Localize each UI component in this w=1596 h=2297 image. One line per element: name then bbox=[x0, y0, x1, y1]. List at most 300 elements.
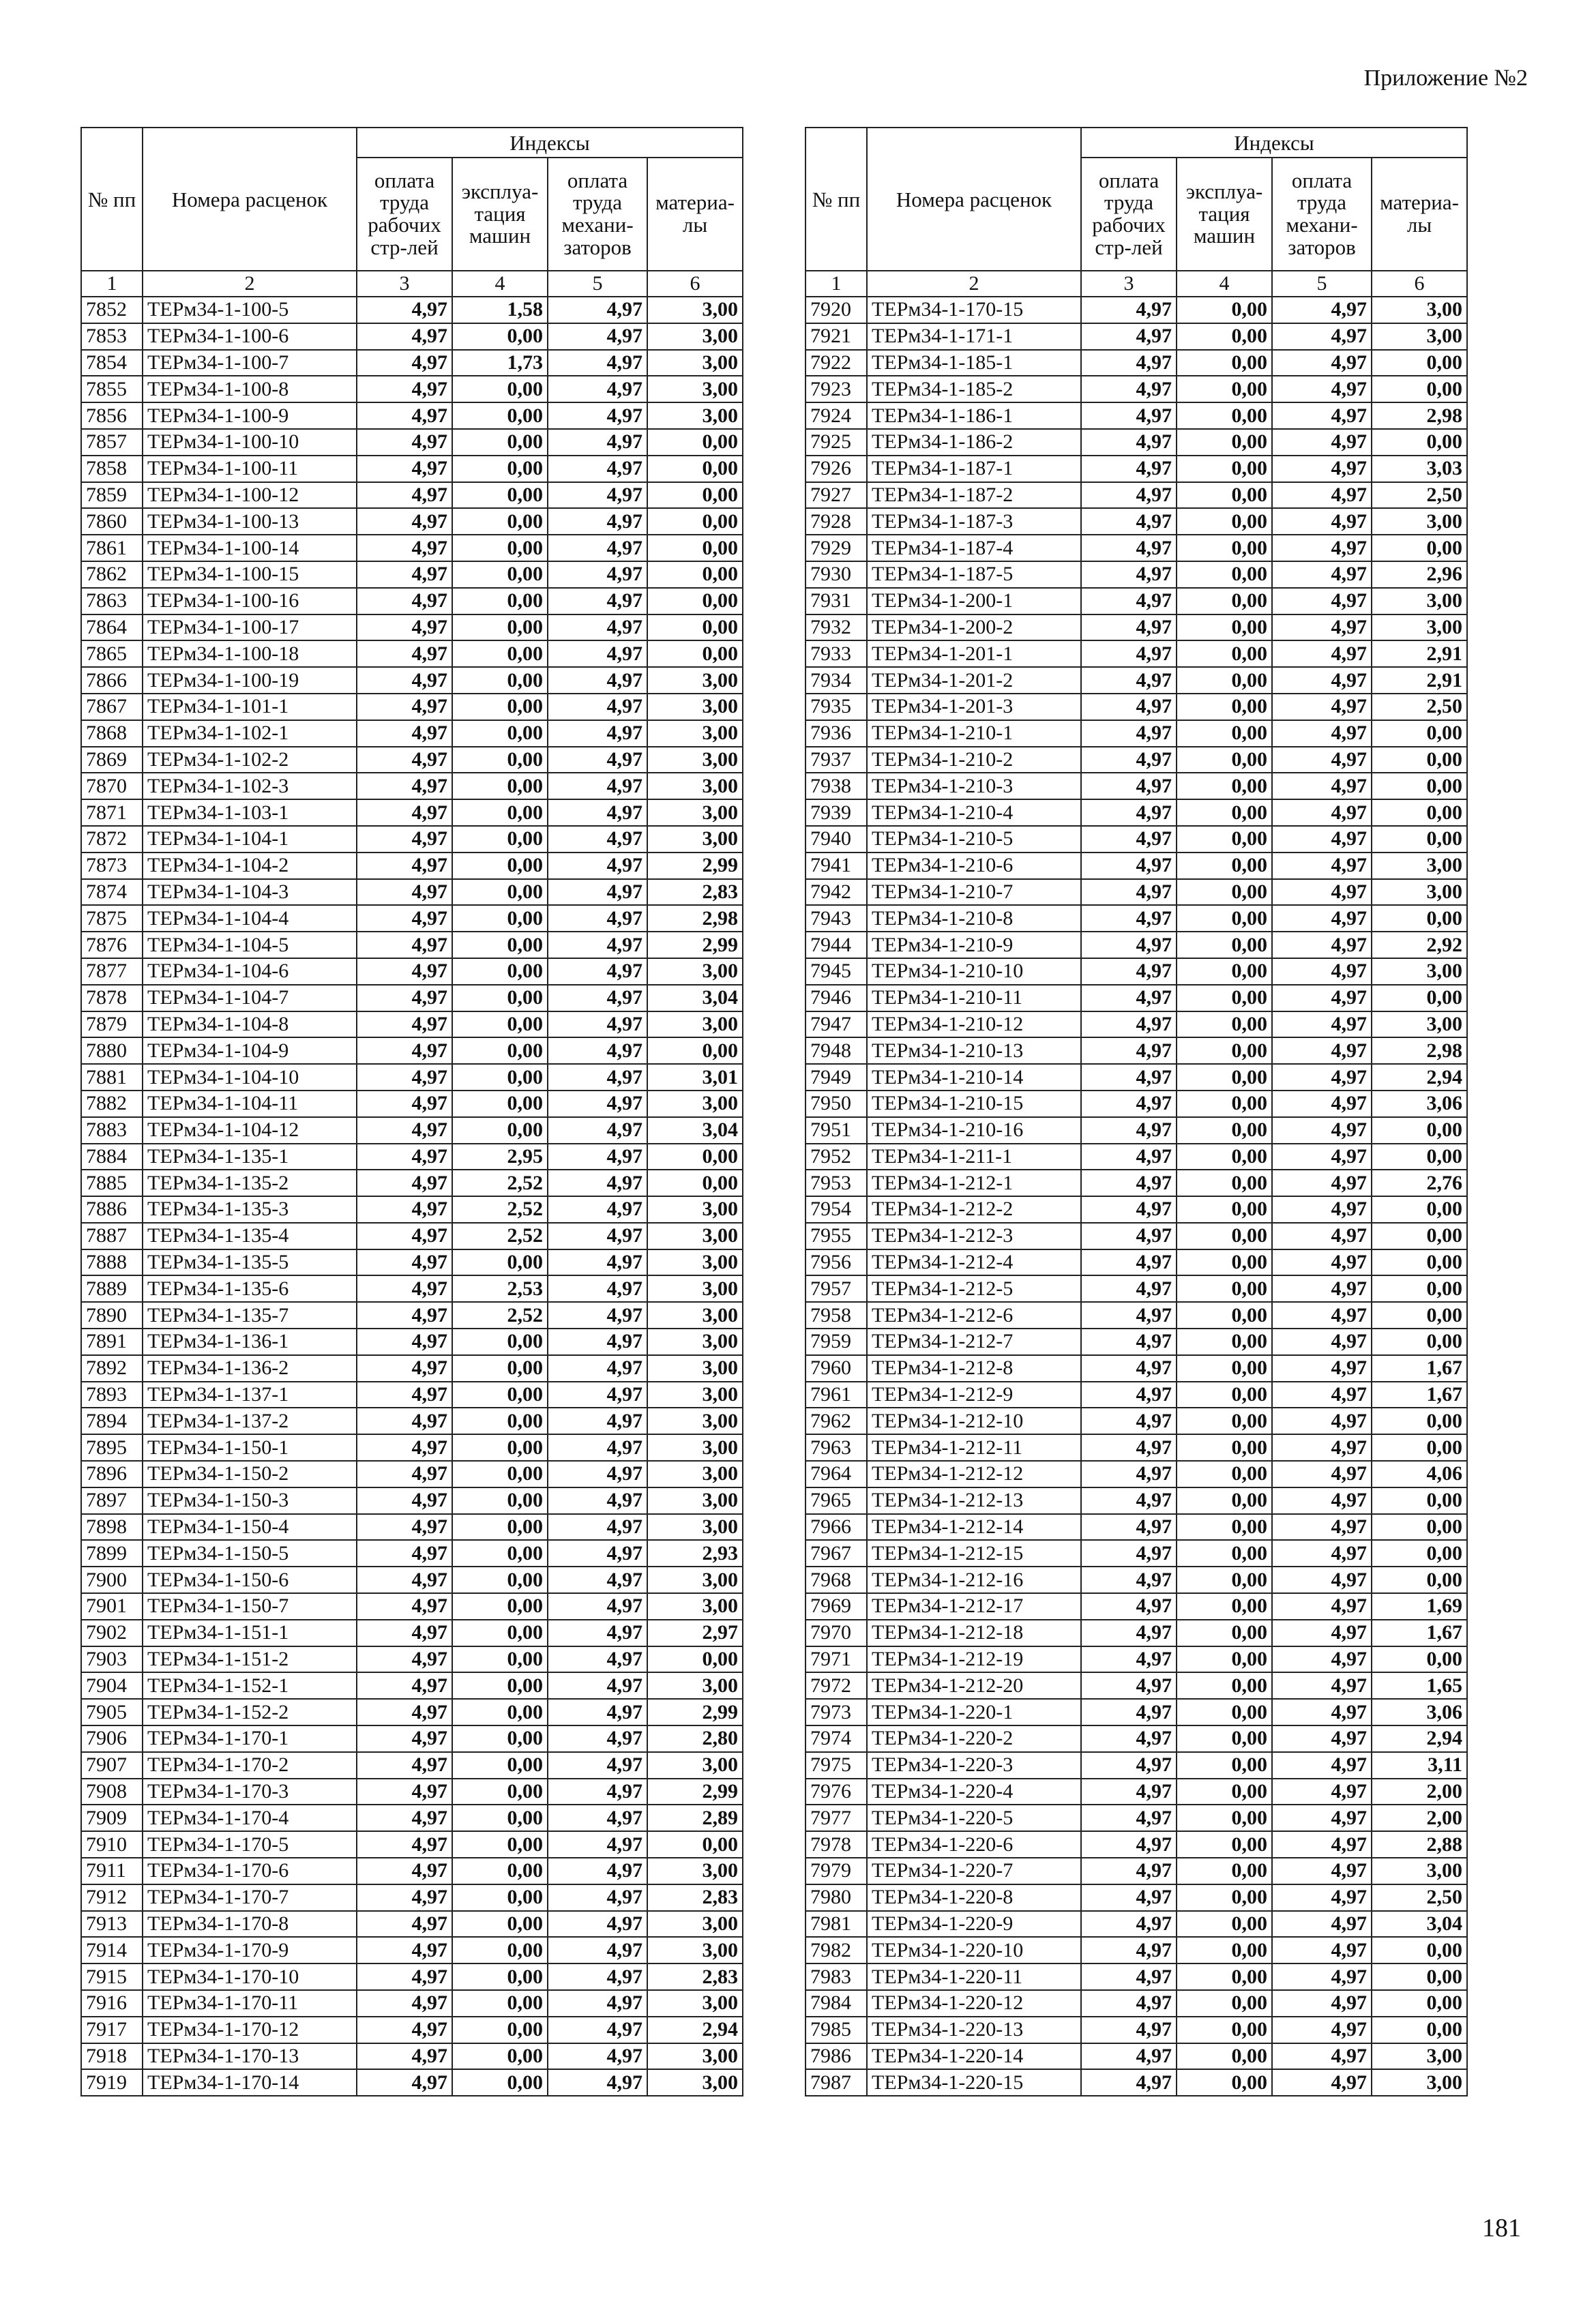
machine-operation-index: 0,00 bbox=[452, 482, 548, 509]
worker-wages-index: 4,97 bbox=[357, 1779, 452, 1805]
materials-index: 3,00 bbox=[1372, 297, 1467, 323]
worker-wages-index: 4,97 bbox=[357, 2017, 452, 2043]
materials-index: 3,00 bbox=[647, 1196, 743, 1223]
worker-wages-index: 4,97 bbox=[357, 1091, 452, 1117]
worker-wages-index: 4,97 bbox=[1081, 1144, 1177, 1170]
operator-wages-index: 4,97 bbox=[1272, 1593, 1372, 1620]
machine-operation-index: 0,00 bbox=[452, 588, 548, 614]
materials-index: 2,97 bbox=[647, 1620, 743, 1646]
operator-wages-index: 4,97 bbox=[548, 1302, 647, 1329]
table-row bbox=[806, 1963, 1467, 1990]
rate-code: ТЕРм34-1-210-5 bbox=[867, 826, 1081, 853]
rate-code: ТЕРм34-1-220-14 bbox=[867, 2043, 1081, 2070]
machine-operation-index: 0,00 bbox=[1177, 1302, 1272, 1329]
table-row bbox=[806, 1196, 1467, 1223]
materials-index: 3,00 bbox=[647, 297, 743, 323]
materials-index: 0,00 bbox=[647, 614, 743, 641]
table-row bbox=[806, 1858, 1467, 1884]
row-number: 7912 bbox=[81, 1884, 143, 1911]
table-row bbox=[81, 1302, 743, 1329]
row-number: 7978 bbox=[806, 1831, 867, 1858]
row-number: 7901 bbox=[81, 1593, 143, 1620]
operator-wages-index: 4,97 bbox=[1272, 826, 1372, 853]
machine-operation-index: 0,00 bbox=[452, 1064, 548, 1091]
worker-wages-index: 4,97 bbox=[357, 1249, 452, 1276]
machine-operation-index: 0,00 bbox=[452, 1593, 548, 1620]
machine-operation-index: 0,00 bbox=[1177, 1620, 1272, 1646]
rate-code: ТЕРм34-1-212-4 bbox=[867, 1249, 1081, 1276]
operator-wages-index: 4,97 bbox=[548, 1091, 647, 1117]
table-row bbox=[81, 1461, 743, 1487]
table-row bbox=[81, 376, 743, 402]
row-number: 7965 bbox=[806, 1487, 867, 1514]
rate-code: ТЕРм34-1-220-12 bbox=[867, 1990, 1081, 2017]
row-number: 7974 bbox=[806, 1725, 867, 1752]
header-code: Номера расценок bbox=[143, 128, 357, 271]
worker-wages-index: 4,97 bbox=[1081, 297, 1177, 323]
operator-wages-index: 4,97 bbox=[1272, 1911, 1372, 1938]
table-row bbox=[81, 561, 743, 588]
operator-wages-index: 4,97 bbox=[548, 350, 647, 376]
materials-index: 2,50 bbox=[1372, 694, 1467, 720]
operator-wages-index: 4,97 bbox=[1272, 1011, 1372, 1038]
machine-operation-index: 0,00 bbox=[1177, 1911, 1272, 1938]
table-row bbox=[81, 1275, 743, 1302]
machine-operation-index: 0,00 bbox=[1177, 1699, 1272, 1725]
table-row bbox=[81, 1646, 743, 1673]
worker-wages-index: 4,97 bbox=[357, 853, 452, 879]
materials-index: 3,06 bbox=[1372, 1699, 1467, 1725]
table-row bbox=[806, 1752, 1467, 1779]
materials-index: 3,00 bbox=[647, 402, 743, 429]
table-row bbox=[81, 1937, 743, 1963]
table-row bbox=[81, 720, 743, 747]
rate-code: ТЕРм34-1-135-5 bbox=[143, 1249, 357, 1276]
operator-wages-index: 4,97 bbox=[548, 508, 647, 535]
worker-wages-index: 4,97 bbox=[1081, 1223, 1177, 1249]
operator-wages-index: 4,97 bbox=[548, 1884, 647, 1911]
rate-code: ТЕРм34-1-201-3 bbox=[867, 694, 1081, 720]
row-number: 7955 bbox=[806, 1223, 867, 1249]
operator-wages-index: 4,97 bbox=[1272, 1091, 1372, 1117]
row-number: 7915 bbox=[81, 1963, 143, 1990]
table-row bbox=[806, 932, 1467, 958]
rate-code: ТЕРм34-1-136-2 bbox=[143, 1355, 357, 1382]
worker-wages-index: 4,97 bbox=[357, 1911, 452, 1938]
row-number: 7947 bbox=[806, 1011, 867, 1038]
operator-wages-index: 4,97 bbox=[548, 1831, 647, 1858]
worker-wages-index: 4,97 bbox=[357, 350, 452, 376]
rate-code: ТЕРм34-1-212-20 bbox=[867, 1672, 1081, 1699]
worker-wages-index: 4,97 bbox=[1081, 985, 1177, 1011]
materials-index: 3,00 bbox=[1372, 1011, 1467, 1038]
row-number: 7983 bbox=[806, 1963, 867, 1990]
operator-wages-index: 4,97 bbox=[1272, 1514, 1372, 1541]
worker-wages-index: 4,97 bbox=[1081, 1275, 1177, 1302]
machine-operation-index: 0,00 bbox=[1177, 1434, 1272, 1461]
worker-wages-index: 4,97 bbox=[357, 1937, 452, 1963]
table-row bbox=[81, 747, 743, 773]
machine-operation-index: 0,00 bbox=[452, 1831, 548, 1858]
rate-code: ТЕРм34-1-210-7 bbox=[867, 879, 1081, 906]
worker-wages-index: 4,97 bbox=[1081, 1514, 1177, 1541]
materials-index: 3,00 bbox=[647, 1858, 743, 1884]
table-row bbox=[806, 879, 1467, 906]
machine-operation-index: 0,00 bbox=[1177, 1567, 1272, 1593]
machine-operation-index: 0,00 bbox=[452, 720, 548, 747]
rate-code: ТЕРм34-1-186-1 bbox=[867, 402, 1081, 429]
table-row bbox=[806, 2043, 1467, 2070]
materials-index: 0,00 bbox=[647, 588, 743, 614]
row-number: 7939 bbox=[806, 799, 867, 826]
machine-operation-index: 0,00 bbox=[452, 826, 548, 853]
rate-code: ТЕРм34-1-135-2 bbox=[143, 1170, 357, 1196]
rate-code: ТЕРм34-1-212-17 bbox=[867, 1593, 1081, 1620]
rate-code: ТЕРм34-1-137-1 bbox=[143, 1382, 357, 1408]
rate-code: ТЕРм34-1-170-7 bbox=[143, 1884, 357, 1911]
machine-operation-index: 0,00 bbox=[1177, 1831, 1272, 1858]
machine-operation-index: 0,00 bbox=[452, 2017, 548, 2043]
machine-operation-index: 0,00 bbox=[1177, 1408, 1272, 1434]
table-row bbox=[81, 1963, 743, 1990]
machine-operation-index: 0,00 bbox=[1177, 1646, 1272, 1673]
operator-wages-index: 4,97 bbox=[548, 958, 647, 985]
table-row bbox=[806, 429, 1467, 456]
operator-wages-index: 4,97 bbox=[1272, 350, 1372, 376]
rate-code: ТЕРм34-1-150-1 bbox=[143, 1434, 357, 1461]
machine-operation-index: 0,00 bbox=[1177, 905, 1272, 932]
operator-wages-index: 4,97 bbox=[1272, 747, 1372, 773]
worker-wages-index: 4,97 bbox=[357, 1117, 452, 1144]
table-row bbox=[81, 1329, 743, 1355]
rate-code: ТЕРм34-1-185-2 bbox=[867, 376, 1081, 402]
worker-wages-index: 4,97 bbox=[357, 1620, 452, 1646]
machine-operation-index: 0,00 bbox=[452, 1805, 548, 1831]
machine-operation-index: 0,00 bbox=[1177, 1514, 1272, 1541]
worker-wages-index: 4,97 bbox=[357, 508, 452, 535]
table-row bbox=[806, 1540, 1467, 1567]
table-row bbox=[806, 1355, 1467, 1382]
operator-wages-index: 4,97 bbox=[1272, 958, 1372, 985]
machine-operation-index: 0,00 bbox=[1177, 2017, 1272, 2043]
table-row bbox=[81, 1990, 743, 2017]
materials-index: 0,00 bbox=[1372, 905, 1467, 932]
materials-index: 0,00 bbox=[1372, 1540, 1467, 1567]
machine-operation-index: 0,00 bbox=[452, 1382, 548, 1408]
rate-code: ТЕРм34-1-210-8 bbox=[867, 905, 1081, 932]
machine-operation-index: 0,00 bbox=[452, 694, 548, 720]
table-row bbox=[81, 1884, 743, 1911]
machine-operation-index: 0,00 bbox=[1177, 1672, 1272, 1699]
worker-wages-index: 4,97 bbox=[357, 1037, 452, 1064]
worker-wages-index: 4,97 bbox=[357, 640, 452, 667]
row-number: 7985 bbox=[806, 2017, 867, 2043]
row-number: 7918 bbox=[81, 2043, 143, 2070]
machine-operation-index: 0,00 bbox=[1177, 985, 1272, 1011]
row-number: 7913 bbox=[81, 1911, 143, 1938]
table-row bbox=[806, 720, 1467, 747]
row-number: 7976 bbox=[806, 1779, 867, 1805]
machine-operation-index: 0,00 bbox=[1177, 350, 1272, 376]
operator-wages-index: 4,97 bbox=[1272, 402, 1372, 429]
worker-wages-index: 4,97 bbox=[357, 1672, 452, 1699]
materials-index: 3,00 bbox=[647, 323, 743, 350]
worker-wages-index: 4,97 bbox=[357, 1487, 452, 1514]
rate-code: ТЕРм34-1-100-8 bbox=[143, 376, 357, 402]
materials-index: 3,00 bbox=[1372, 879, 1467, 906]
machine-operation-index: 0,00 bbox=[452, 2069, 548, 2096]
table-row bbox=[81, 350, 743, 376]
machine-operation-index: 0,00 bbox=[1177, 323, 1272, 350]
table-row bbox=[806, 958, 1467, 985]
rate-code: ТЕРм34-1-200-2 bbox=[867, 614, 1081, 641]
header-operator-wages: оплата труда механи-заторов bbox=[548, 158, 647, 271]
worker-wages-index: 4,97 bbox=[1081, 799, 1177, 826]
row-number: 7966 bbox=[806, 1514, 867, 1541]
rate-code: ТЕРм34-1-135-1 bbox=[143, 1144, 357, 1170]
table-row bbox=[806, 1779, 1467, 1805]
rate-code: ТЕРм34-1-220-3 bbox=[867, 1752, 1081, 1779]
operator-wages-index: 4,97 bbox=[1272, 1434, 1372, 1461]
rate-code: ТЕРм34-1-170-2 bbox=[143, 1752, 357, 1779]
table-row bbox=[81, 1144, 743, 1170]
worker-wages-index: 4,97 bbox=[1081, 376, 1177, 402]
table-row bbox=[806, 1249, 1467, 1276]
operator-wages-index: 4,97 bbox=[1272, 1672, 1372, 1699]
operator-wages-index: 4,97 bbox=[1272, 985, 1372, 1011]
rate-code: ТЕРм34-1-170-1 bbox=[143, 1725, 357, 1752]
row-number: 7900 bbox=[81, 1567, 143, 1593]
table-row bbox=[806, 905, 1467, 932]
materials-index: 3,00 bbox=[647, 1329, 743, 1355]
materials-index: 0,00 bbox=[1372, 1646, 1467, 1673]
row-number: 7954 bbox=[806, 1196, 867, 1223]
row-number: 7969 bbox=[806, 1593, 867, 1620]
table-row bbox=[81, 1064, 743, 1091]
table-row bbox=[806, 376, 1467, 402]
operator-wages-index: 4,97 bbox=[548, 1144, 647, 1170]
rate-code: ТЕРм34-1-220-5 bbox=[867, 1805, 1081, 1831]
materials-index: 0,00 bbox=[1372, 985, 1467, 1011]
rate-code: ТЕРм34-1-151-1 bbox=[143, 1620, 357, 1646]
table-row bbox=[806, 1329, 1467, 1355]
worker-wages-index: 4,97 bbox=[357, 1540, 452, 1567]
table-row bbox=[81, 1911, 743, 1938]
row-number: 7898 bbox=[81, 1514, 143, 1541]
operator-wages-index: 4,97 bbox=[548, 1699, 647, 1725]
row-number: 7882 bbox=[81, 1091, 143, 1117]
rate-code: ТЕРм34-1-212-15 bbox=[867, 1540, 1081, 1567]
worker-wages-index: 4,97 bbox=[1081, 1672, 1177, 1699]
row-number: 7922 bbox=[806, 350, 867, 376]
operator-wages-index: 4,97 bbox=[548, 402, 647, 429]
materials-index: 2,96 bbox=[1372, 561, 1467, 588]
table-row bbox=[806, 1064, 1467, 1091]
table-row bbox=[81, 1672, 743, 1699]
operator-wages-index: 4,97 bbox=[548, 667, 647, 694]
operator-wages-index: 4,97 bbox=[1272, 1275, 1372, 1302]
table-row bbox=[806, 1725, 1467, 1752]
worker-wages-index: 4,97 bbox=[1081, 1593, 1177, 1620]
materials-index: 0,00 bbox=[1372, 350, 1467, 376]
materials-index: 3,00 bbox=[647, 1434, 743, 1461]
worker-wages-index: 4,97 bbox=[357, 747, 452, 773]
materials-index: 0,00 bbox=[1372, 535, 1467, 561]
machine-operation-index: 0,00 bbox=[1177, 1091, 1272, 1117]
materials-index: 0,00 bbox=[647, 482, 743, 509]
operator-wages-index: 4,97 bbox=[548, 932, 647, 958]
row-number: 7956 bbox=[806, 1249, 867, 1276]
table-row bbox=[81, 402, 743, 429]
operator-wages-index: 4,97 bbox=[548, 482, 647, 509]
materials-index: 3,00 bbox=[647, 1990, 743, 2017]
machine-operation-index: 0,00 bbox=[452, 1858, 548, 1884]
machine-operation-index: 0,00 bbox=[1177, 773, 1272, 799]
materials-index: 0,00 bbox=[1372, 747, 1467, 773]
rate-code: ТЕРм34-1-210-11 bbox=[867, 985, 1081, 1011]
rate-code: ТЕРм34-1-212-18 bbox=[867, 1620, 1081, 1646]
machine-operation-index: 0,00 bbox=[1177, 1461, 1272, 1487]
operator-wages-index: 4,97 bbox=[1272, 1037, 1372, 1064]
table-row bbox=[81, 1196, 743, 1223]
rate-code: ТЕРм34-1-210-4 bbox=[867, 799, 1081, 826]
operator-wages-index: 4,97 bbox=[548, 1275, 647, 1302]
column-number: 1 bbox=[806, 271, 867, 297]
rate-code: ТЕРм34-1-201-2 bbox=[867, 667, 1081, 694]
row-number: 7941 bbox=[806, 853, 867, 879]
worker-wages-index: 4,97 bbox=[1081, 2043, 1177, 2070]
table-row bbox=[81, 694, 743, 720]
operator-wages-index: 4,97 bbox=[548, 720, 647, 747]
table-row bbox=[81, 1620, 743, 1646]
operator-wages-index: 4,97 bbox=[1272, 1540, 1372, 1567]
worker-wages-index: 4,97 bbox=[1081, 1779, 1177, 1805]
materials-index: 3,00 bbox=[647, 376, 743, 402]
rate-code: ТЕРм34-1-210-10 bbox=[867, 958, 1081, 985]
machine-operation-index: 0,00 bbox=[1177, 1144, 1272, 1170]
row-number: 7959 bbox=[806, 1329, 867, 1355]
machine-operation-index: 0,00 bbox=[452, 932, 548, 958]
operator-wages-index: 4,97 bbox=[548, 456, 647, 482]
rate-code: ТЕРм34-1-170-14 bbox=[143, 2069, 357, 2096]
row-number: 7957 bbox=[806, 1275, 867, 1302]
machine-operation-index: 0,00 bbox=[1177, 1329, 1272, 1355]
row-number: 7853 bbox=[81, 323, 143, 350]
row-number: 7984 bbox=[806, 1990, 867, 2017]
rate-code: ТЕРм34-1-220-15 bbox=[867, 2069, 1081, 2096]
machine-operation-index: 0,00 bbox=[452, 1646, 548, 1673]
rate-code: ТЕРм34-1-151-2 bbox=[143, 1646, 357, 1673]
rate-code: ТЕРм34-1-171-1 bbox=[867, 323, 1081, 350]
operator-wages-index: 4,97 bbox=[1272, 932, 1372, 958]
rate-code: ТЕРм34-1-220-4 bbox=[867, 1779, 1081, 1805]
table-row bbox=[81, 1593, 743, 1620]
table-row bbox=[806, 1990, 1467, 2017]
rate-code: ТЕРм34-1-150-4 bbox=[143, 1514, 357, 1541]
machine-operation-index: 1,58 bbox=[452, 297, 548, 323]
materials-index: 0,00 bbox=[1372, 1937, 1467, 1963]
machine-operation-index: 0,00 bbox=[452, 1567, 548, 1593]
header-num: № пп bbox=[81, 128, 143, 271]
row-number: 7971 bbox=[806, 1646, 867, 1673]
operator-wages-index: 4,97 bbox=[1272, 2069, 1372, 2096]
row-number: 7919 bbox=[81, 2069, 143, 2096]
row-number: 7909 bbox=[81, 1805, 143, 1831]
machine-operation-index: 0,00 bbox=[1177, 799, 1272, 826]
worker-wages-index: 4,97 bbox=[1081, 1990, 1177, 2017]
rate-code: ТЕРм34-1-170-5 bbox=[143, 1831, 357, 1858]
rate-code: ТЕРм34-1-104-9 bbox=[143, 1037, 357, 1064]
row-number: 7920 bbox=[806, 297, 867, 323]
table-row bbox=[81, 2043, 743, 2070]
machine-operation-index: 0,00 bbox=[1177, 297, 1272, 323]
machine-operation-index: 0,00 bbox=[1177, 1223, 1272, 1249]
worker-wages-index: 4,97 bbox=[1081, 1117, 1177, 1144]
machine-operation-index: 0,00 bbox=[1177, 2069, 1272, 2096]
rate-code: ТЕРм34-1-100-7 bbox=[143, 350, 357, 376]
row-number: 7962 bbox=[806, 1408, 867, 1434]
rate-code: ТЕРм34-1-212-7 bbox=[867, 1329, 1081, 1355]
operator-wages-index: 4,97 bbox=[548, 1408, 647, 1434]
table-row bbox=[81, 429, 743, 456]
worker-wages-index: 4,97 bbox=[1081, 1461, 1177, 1487]
worker-wages-index: 4,97 bbox=[357, 879, 452, 906]
worker-wages-index: 4,97 bbox=[1081, 1752, 1177, 1779]
rate-code: ТЕРм34-1-212-12 bbox=[867, 1461, 1081, 1487]
materials-index: 0,00 bbox=[1372, 1275, 1467, 1302]
worker-wages-index: 4,97 bbox=[1081, 1329, 1177, 1355]
row-number: 7967 bbox=[806, 1540, 867, 1567]
machine-operation-index: 0,00 bbox=[1177, 376, 1272, 402]
worker-wages-index: 4,97 bbox=[357, 1275, 452, 1302]
materials-index: 3,11 bbox=[1372, 1752, 1467, 1779]
materials-index: 0,00 bbox=[1372, 1487, 1467, 1514]
materials-index: 3,00 bbox=[647, 1382, 743, 1408]
worker-wages-index: 4,97 bbox=[357, 1196, 452, 1223]
table-row bbox=[806, 1646, 1467, 1673]
machine-operation-index: 0,00 bbox=[1177, 1593, 1272, 1620]
operator-wages-index: 4,97 bbox=[548, 588, 647, 614]
worker-wages-index: 4,97 bbox=[357, 1567, 452, 1593]
rate-code: ТЕРм34-1-210-9 bbox=[867, 932, 1081, 958]
rate-code: ТЕРм34-1-104-5 bbox=[143, 932, 357, 958]
machine-operation-index: 0,00 bbox=[452, 1355, 548, 1382]
machine-operation-index: 0,00 bbox=[452, 1487, 548, 1514]
rate-code: ТЕРм34-1-104-4 bbox=[143, 905, 357, 932]
table-row bbox=[81, 456, 743, 482]
row-number: 7854 bbox=[81, 350, 143, 376]
materials-index: 2,94 bbox=[647, 2017, 743, 2043]
rate-code: ТЕРм34-1-210-3 bbox=[867, 773, 1081, 799]
operator-wages-index: 4,97 bbox=[548, 323, 647, 350]
operator-wages-index: 4,97 bbox=[548, 614, 647, 641]
row-number: 7907 bbox=[81, 1752, 143, 1779]
rate-code: ТЕРм34-1-212-9 bbox=[867, 1382, 1081, 1408]
worker-wages-index: 4,97 bbox=[357, 773, 452, 799]
rate-code: ТЕРм34-1-210-1 bbox=[867, 720, 1081, 747]
row-number: 7977 bbox=[806, 1805, 867, 1831]
materials-index: 3,00 bbox=[647, 747, 743, 773]
machine-operation-index: 0,00 bbox=[452, 1434, 548, 1461]
column-number: 1 bbox=[81, 271, 143, 297]
table-row bbox=[806, 614, 1467, 641]
rate-code: ТЕРм34-1-150-6 bbox=[143, 1567, 357, 1593]
row-number: 7925 bbox=[806, 429, 867, 456]
worker-wages-index: 4,97 bbox=[1081, 482, 1177, 509]
machine-operation-index: 0,00 bbox=[1177, 1382, 1272, 1408]
materials-index: 0,00 bbox=[1372, 1302, 1467, 1329]
materials-index: 3,00 bbox=[647, 350, 743, 376]
